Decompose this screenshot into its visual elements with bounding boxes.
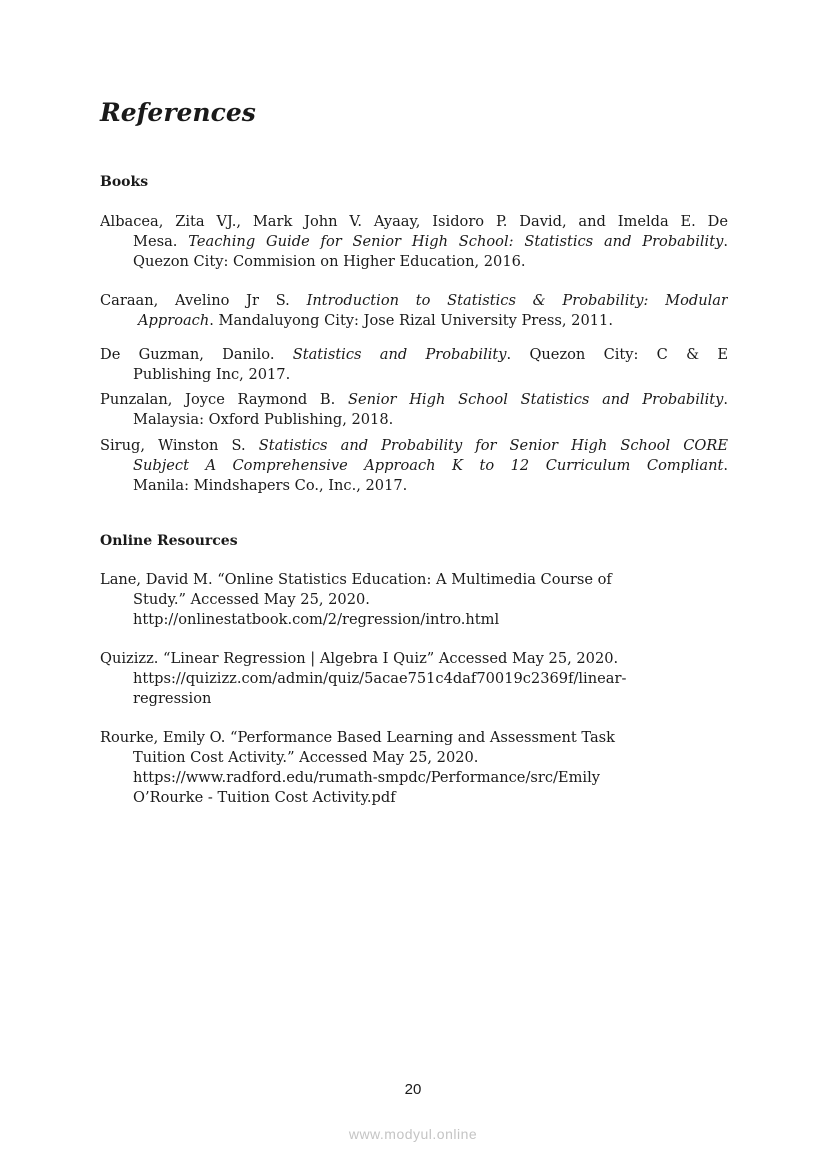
- reference-text: Study.” Accessed May 25, 2020.: [133, 591, 370, 608]
- reference-line: [100, 788, 728, 808]
- reference-text: . Mandaluyong City: Jose Rizal University Press, 2011.: [209, 312, 613, 329]
- page-number: 20: [404, 1081, 422, 1098]
- reference-entry: [100, 728, 728, 808]
- reference-text: .: [723, 457, 728, 474]
- reference-line: [100, 345, 728, 365]
- reference-text: https://www.radford.edu/rumath-smpdc/Performance/src/Emily: [133, 769, 600, 786]
- reference-text: O’Rourke - Tuition Cost Activity.pdf: [133, 789, 396, 806]
- reference-text: Rourke, Emily O. “Performance Based Learning and Assessment Task: [100, 729, 615, 746]
- reference-text: De Guzman, Danilo.: [100, 346, 293, 363]
- reference-line: [100, 610, 728, 630]
- reference-line: [100, 728, 728, 748]
- reference-entry: [100, 436, 728, 496]
- reference-text: .: [723, 233, 728, 250]
- reference-line: [100, 390, 728, 410]
- reference-text: Quezon City: Commision on Higher Education, 2016.: [133, 253, 526, 270]
- reference-text: https://quizizz.com/admin/quiz/5acae751c4daf70019c2369f/linear-: [133, 670, 627, 687]
- reference-text: http://onlinestatbook.com/2/regression/intro.html: [133, 611, 500, 628]
- reference-entry: [100, 291, 728, 331]
- reference-line: [100, 768, 728, 788]
- reference-line: [100, 649, 728, 669]
- reference-line: [100, 252, 728, 272]
- reference-text: Manila: Mindshapers Co., Inc., 2017.: [133, 477, 408, 494]
- reference-title-text: Teaching Guide for Senior High School: Statistics and Probability: [188, 233, 724, 250]
- reference-line: [100, 291, 728, 311]
- reference-text: Sirug, Winston S.: [100, 437, 259, 454]
- reference-line: [100, 476, 728, 496]
- reference-title-text: Senior High School Statistics and Probability: [348, 391, 724, 408]
- reference-title-text: Introduction to Statistics & Probability: Modular: [306, 292, 728, 309]
- reference-title-text: Statistics and Probability for Senior High School CORE: [258, 437, 728, 454]
- reference-text: Malaysia: Oxford Publishing, 2018.: [133, 411, 394, 428]
- reference-line: [100, 689, 728, 709]
- reference-line: [100, 570, 728, 590]
- reference-text: Punzalan, Joyce Raymond B.: [100, 391, 349, 408]
- reference-line: [100, 748, 728, 768]
- reference-line: [100, 365, 728, 385]
- reference-text: .: [723, 391, 728, 408]
- reference-text: regression: [133, 690, 212, 707]
- reference-text: Albacea, Zita VJ., Mark John V. Ayaay, Isidoro P. David, and Imelda E. De: [100, 213, 728, 230]
- reference-line: [100, 311, 728, 331]
- reference-line: [100, 410, 728, 430]
- page-title: References: [100, 98, 256, 127]
- reference-text: Tuition Cost Activity.” Accessed May 25, 2020.: [133, 749, 479, 766]
- reference-line: [100, 590, 728, 610]
- reference-title-text: Statistics and Probability: [292, 346, 507, 363]
- reference-line: [100, 456, 728, 476]
- section-heading: Online Resources: [100, 533, 238, 549]
- reference-title-text: Approach: [138, 312, 210, 329]
- reference-text: Quizizz. “Linear Regression | Algebra I Quiz” Accessed May 25, 2020.: [100, 650, 619, 667]
- reference-line: [100, 436, 728, 456]
- reference-line: [100, 669, 728, 689]
- reference-line: [100, 212, 728, 232]
- reference-line: [100, 232, 728, 252]
- reference-entry: [100, 212, 728, 272]
- watermark: www.modyul.online: [348, 1126, 478, 1142]
- reference-text: . Quezon City: C & E: [506, 346, 728, 363]
- reference-entry: [100, 570, 728, 630]
- reference-entry: [100, 390, 728, 430]
- reference-text: Caraan, Avelino Jr S.: [100, 292, 307, 309]
- reference-text: Mesa.: [133, 233, 189, 250]
- reference-entry: [100, 649, 728, 709]
- reference-entry: [100, 345, 728, 385]
- reference-text: Publishing Inc, 2017.: [133, 366, 291, 383]
- reference-text: Lane, David M. “Online Statistics Education: A Multimedia Course of: [100, 571, 612, 588]
- section-heading: Books: [100, 174, 149, 190]
- reference-title-text: Subject A Comprehensive Approach K to 12 Curriculum Compliant: [133, 457, 724, 474]
